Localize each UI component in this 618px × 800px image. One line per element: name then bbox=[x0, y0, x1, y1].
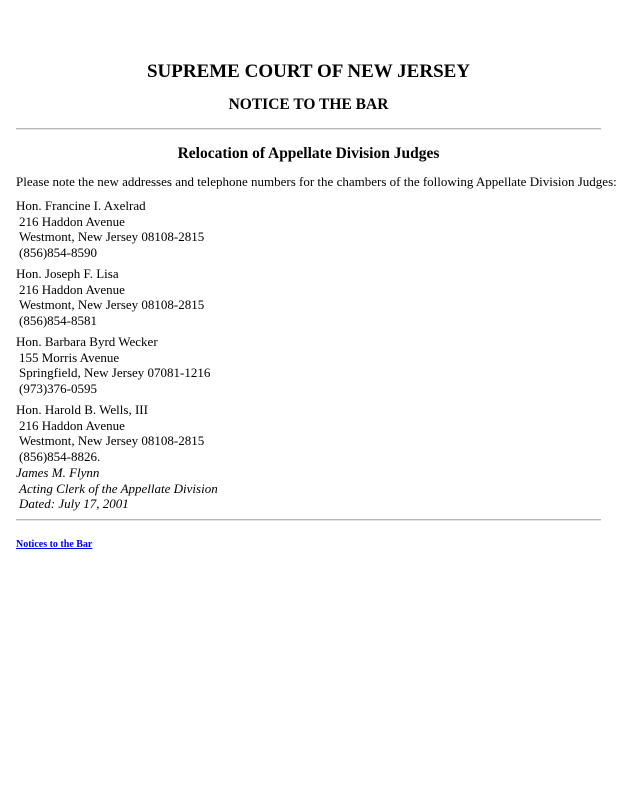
judge-street: 216 Haddon Avenue bbox=[19, 417, 125, 433]
judge-name: Hon. Francine I. Axelrad bbox=[16, 198, 146, 213]
signature-date: Dated: July 17, 2001 bbox=[19, 496, 129, 511]
judge-name: Hon. Harold B. Wells, III bbox=[16, 402, 148, 417]
notice-heading: Relocation of Appellate Division Judges bbox=[177, 145, 440, 162]
judge-name: Hon. Barbara Byrd Wecker bbox=[16, 334, 158, 349]
judge-list bbox=[16, 198, 601, 470]
judge-street: 216 Haddon Avenue bbox=[19, 213, 125, 229]
judge-city: Springfield, New Jersey 07081-1216 bbox=[19, 365, 211, 380]
notice-intro: Please note the new addresses and telephone numbers for the chambers of the following Appellate Division Judges: bbox=[16, 174, 617, 189]
judge-city: Westmont, New Jersey 08108-2815 bbox=[19, 229, 205, 244]
judge-name: Hon. Joseph F. Lisa bbox=[16, 266, 119, 281]
judge-entry bbox=[16, 334, 601, 396]
judge-street: 155 Morris Avenue bbox=[19, 349, 120, 365]
signature-name: James M. Flynn bbox=[16, 465, 100, 480]
page-title: SUPREME COURT OF NEW JERSEY bbox=[146, 61, 471, 82]
judge-phone: (856)854-8581 bbox=[19, 312, 97, 328]
judge-entry bbox=[16, 198, 601, 260]
signature-block bbox=[16, 465, 218, 512]
judge-city: Westmont, New Jersey 08108-2815 bbox=[19, 297, 205, 312]
notices-to-the-bar-link[interactable]: Notices to the Bar bbox=[16, 539, 93, 550]
judge-city: Westmont, New Jersey 08108-2815 bbox=[19, 433, 205, 448]
bottom-divider bbox=[16, 519, 601, 521]
judge-entry bbox=[16, 402, 601, 464]
page-subtitle: NOTICE TO THE BAR bbox=[228, 96, 389, 113]
judge-street: 216 Haddon Avenue bbox=[19, 281, 125, 297]
judge-phone: (973)376-0595 bbox=[19, 380, 97, 396]
judge-phone: (856)854-8826. bbox=[19, 448, 101, 464]
judge-entry bbox=[16, 266, 601, 328]
top-divider bbox=[16, 128, 601, 130]
signature-role: Acting Clerk of the Appellate Division bbox=[19, 480, 218, 496]
judge-phone: (856)854-8590 bbox=[19, 244, 97, 260]
